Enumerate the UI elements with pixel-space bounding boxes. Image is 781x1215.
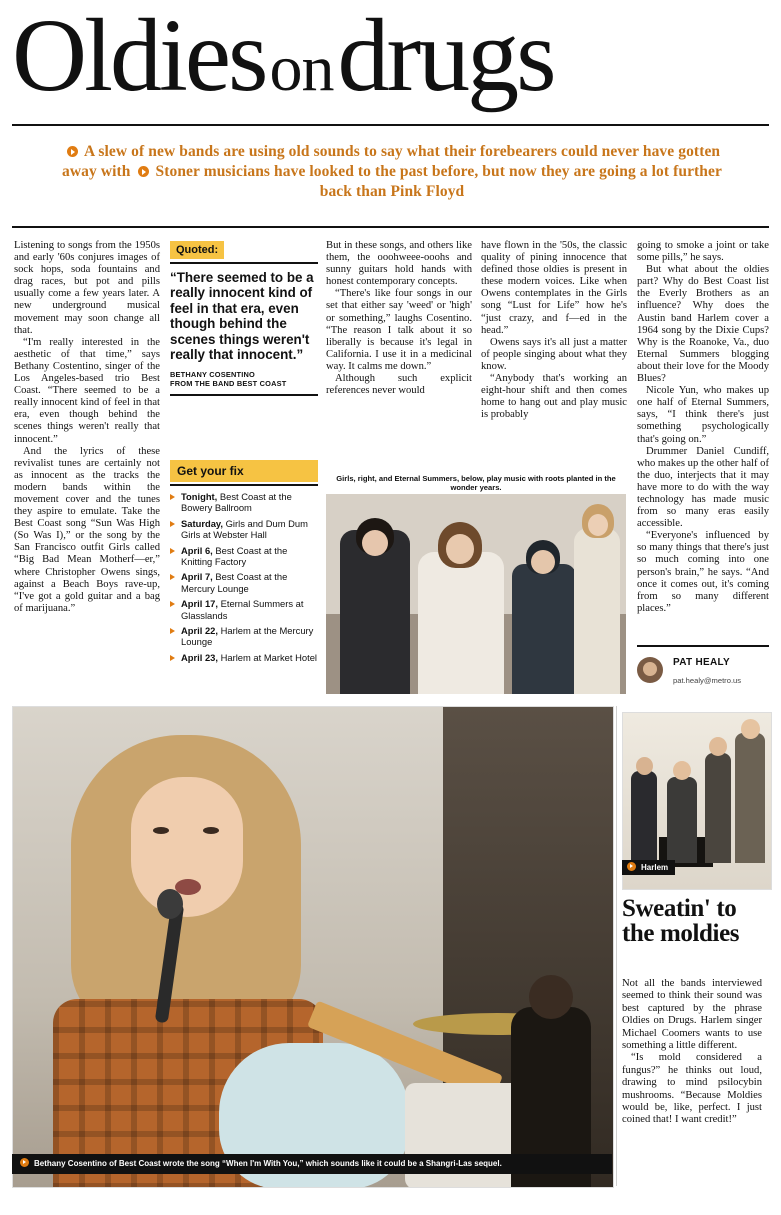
get-your-fix-title: Get your fix <box>170 460 318 482</box>
main-photo-caption <box>12 1154 612 1174</box>
paragraph: Listening to songs from the 1950s and early '60s conjures images of sock hops, soda fountains and drag races, but pot and pills usually come a few years later. A new underground musical movement may soon change all that. <box>14 240 160 336</box>
event-venue: Best Coast at the Knitting Factory <box>181 544 288 568</box>
event-date: Saturday, <box>181 517 224 529</box>
paragraph: But what about the oldies part? Why do Best Coast list the Everly Brothers as an influence? Why does the Austin band Harlem cover a 1964 song by the Dixie Cups? Why is the Roanoke, Va., duo Eternal Summers blogging about their love for the Moody Blues? <box>637 264 769 385</box>
list-item <box>170 491 318 514</box>
body-column-4 <box>481 240 627 421</box>
list-item <box>170 518 318 541</box>
band-member-face <box>588 514 608 536</box>
masthead-word-3: drugs <box>337 0 554 113</box>
pull-quote-attribution <box>170 370 318 388</box>
divider <box>170 484 318 486</box>
paragraph: But in these songs, and others like them, the ooohweee-ooohs and sunny guitars hold hands with honest contemporary concepts. <box>326 240 472 288</box>
rail-photo-tag <box>622 860 675 875</box>
get-your-fix-box <box>170 460 318 667</box>
band-member-figure <box>574 528 620 694</box>
band-member-figure <box>667 777 697 863</box>
band-member-head <box>636 757 653 775</box>
article-deck <box>56 142 728 202</box>
event-venue: Eternal Summers at Glasslands <box>181 598 304 621</box>
caption-text: Bethany Cosentino of Best Coast wrote the song “When I'm With You,” which sounds like it could be a Shangri-Las sequel. <box>34 1159 502 1168</box>
list-item <box>170 545 318 568</box>
attribution-name: BETHANY COSENTINO <box>170 370 255 380</box>
bullet-arrow-icon-2 <box>138 166 149 177</box>
mid-photo-bands <box>326 494 626 694</box>
list-item <box>170 598 318 621</box>
divider <box>170 262 318 264</box>
band-member-face <box>531 550 555 574</box>
mid-photo-caption: Girls, right, and Eternal Summers, below, play music with roots planted in the wonder years. <box>336 474 616 493</box>
event-date: April 23, <box>181 651 218 663</box>
band-member-figure <box>418 552 504 694</box>
pull-quote-box <box>170 240 318 396</box>
paragraph: “I'm really interested in the aesthetic of that time,” says Bethany Costentino, singer of the Los Angeles-based trio Best Coast. “There seemed to be a really innocent kind of feel in that era, even though behind the scenes things weren't really that innocent.” <box>14 336 160 445</box>
paragraph: Not all the bands interviewed seemed to think their sound was best captured by the phrase Oldies on Drugs. Harlem singer Michael Coomers wants to use something a little different. <box>622 978 762 1052</box>
event-venue: Girls and Dum Dum Girls at Webster Hall <box>181 517 308 541</box>
body-column-5 <box>637 240 769 615</box>
event-list <box>170 491 318 663</box>
divider-deck <box>12 226 769 228</box>
deck-part-1: A slew of new bands are using old sounds to say what their forebearers could never have gotten away with <box>62 143 721 180</box>
paragraph: Although such explicit references never would <box>326 373 472 397</box>
pull-quote-text: “There seemed to be a really innocent kind of feel in that era, even though behind the scenes things weren't really that innocent.” <box>170 270 314 363</box>
list-item <box>170 571 318 594</box>
masthead-word-2: on <box>269 32 334 105</box>
bullet-arrow-icon <box>627 862 636 871</box>
microphone-icon <box>157 889 183 919</box>
event-date: April 6, <box>181 544 213 556</box>
drummer-head <box>529 975 573 1019</box>
byline <box>637 645 769 688</box>
paragraph: “There's like four songs in our set that either say 'weed' or 'high' or something,” laughs Cosentino. “The reason I talk about it so liberally is because it's legal in California. I use it in a medicinal way. It calms me down.” <box>326 288 472 372</box>
divider-vertical <box>616 706 617 1186</box>
band-member-face <box>446 534 474 564</box>
body-column-3 <box>326 240 472 397</box>
main-photo-bethany-cosentino <box>12 706 614 1188</box>
paragraph: “Is mold considered a fungus?” he thinks out loud, drawing to mind psilocybin mushrooms. “Because Moldies would be, like, perfect. I just coined that! I want credit!” <box>622 1052 762 1126</box>
masthead-word-1: Oldies <box>12 0 266 113</box>
quoted-label: Quoted: <box>170 241 224 259</box>
singer-face <box>131 777 243 917</box>
divider-top <box>12 124 769 126</box>
event-date: Tonight, <box>181 491 218 502</box>
event-date: April 22, <box>181 625 218 637</box>
paragraph: Owens says it's all just a matter of people singing about what they know. <box>481 336 627 372</box>
bullet-arrow-icon <box>20 1158 29 1167</box>
band-member-face <box>362 530 388 556</box>
event-venue: Harlem at Market Hotel <box>218 651 317 663</box>
paragraph: “Anybody that's working an eight-hour shift and then comes home to hang out and play music is probably <box>481 373 627 421</box>
event-venue: Best Coast at the Mercury Lounge <box>181 571 288 594</box>
paragraph: going to smoke a joint or take some pills,” he says. <box>637 240 769 264</box>
band-member-figure <box>735 733 765 863</box>
band-member-head <box>741 719 760 739</box>
attribution-band: FROM THE BAND BEST COAST <box>170 379 287 389</box>
event-venue: Best Coast at the Bowery Ballroom <box>181 491 292 514</box>
band-member-head <box>673 761 691 780</box>
band-member-figure <box>705 753 731 863</box>
deck-part-2: Stoner musicians have looked to the past before, but now they are going a lot further back than Pink Floyd <box>155 163 722 200</box>
list-item <box>170 652 318 663</box>
divider <box>170 394 318 396</box>
band-member-head <box>709 737 727 756</box>
event-date: April 17, <box>181 598 218 610</box>
page-title <box>12 0 769 116</box>
event-date: April 7, <box>181 571 213 583</box>
event-venue: Harlem at the Mercury Lounge <box>181 625 314 648</box>
sidebar-headline: Sweatin' to the moldies <box>622 895 740 947</box>
band-member-figure <box>512 564 576 694</box>
avatar <box>637 657 663 683</box>
paragraph: “Everyone's influenced by so many things that there's just so much coming into one person's brain,” he says. “And once it comes out, it's coming from so many different places.” <box>637 530 769 614</box>
byline-email[interactable]: pat.healy@metro.us <box>673 676 742 685</box>
paragraph: Nicole Yun, who makes up one half of Eternal Summers, says, “I think there's just something psychologically that's going on.” <box>637 385 769 445</box>
singer-eye-right <box>203 827 219 834</box>
list-item <box>170 625 318 648</box>
body-column-1 <box>14 240 160 615</box>
band-member-figure <box>631 771 657 863</box>
singer-eye-left <box>153 827 169 834</box>
paragraph: Drummer Daniel Cundiff, who makes up the other half of the duo, interjects that it may have more to do with the way technology has made music from so many eras easily accessible. <box>637 445 769 530</box>
paragraph: have flown in the '50s, the classic quality of pining innocence that defined those oldies is present in these modern voices. Like when Owens contemplates in the Girls song “Lust for Life” how he's “just crazy, and f—ed in the head.” <box>481 240 627 336</box>
byline-name: PAT HEALY <box>673 657 730 668</box>
paragraph: And the lyrics of these revivalist tunes are certainly not as innocent as the tracks the modern bands within the movement cover and the tunes they aspire to emulate. Take the Best Coast song “Sun Was High (So Was I),” or the song by the San Francisco outfit Girls called “Big Bad Mean Motherf—er,” where Christopher Owens sings, against a Beach Boys rave-up, “I've got a gold guitar and a bag of marijuana.” <box>14 445 160 614</box>
bullet-arrow-icon <box>67 146 78 157</box>
rail-photo-tag-text: Harlem <box>641 863 669 872</box>
sidebar-body <box>622 978 762 1127</box>
